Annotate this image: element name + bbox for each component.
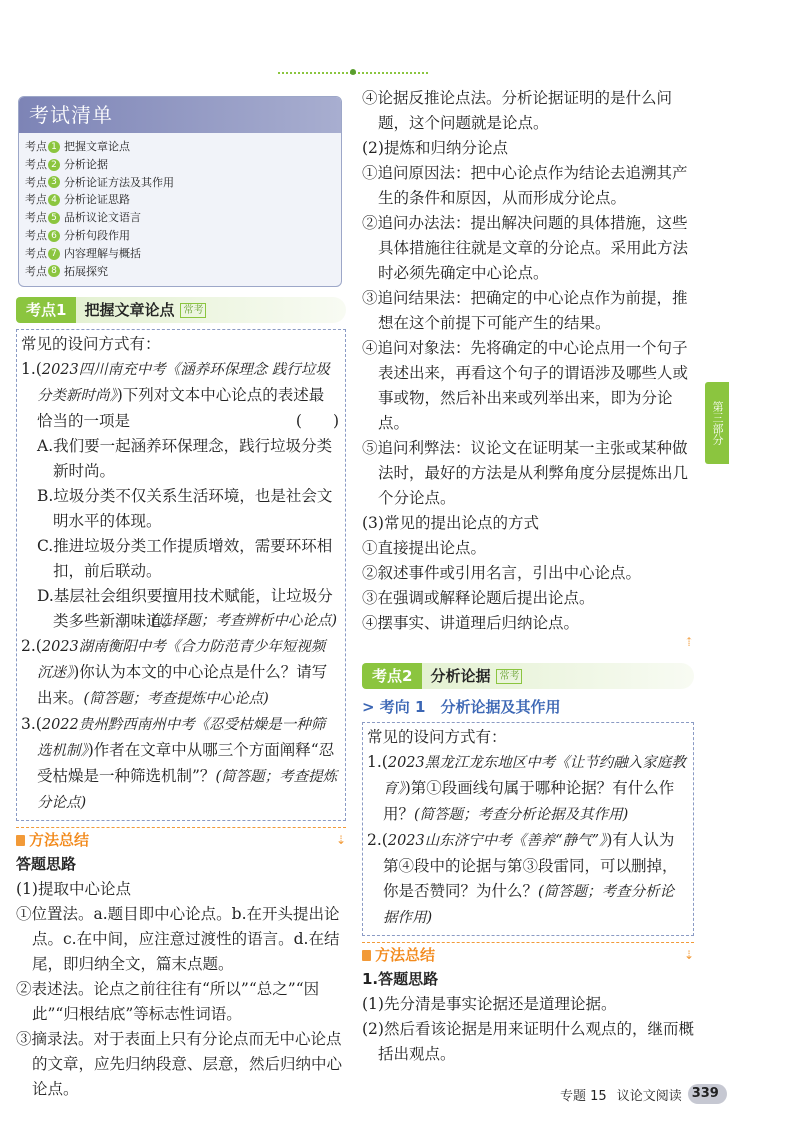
left-column [16,96,346,1102]
exam-item-prefix: 考点 [25,264,47,278]
method1-item2: ④追问对象法：先将确定的中心论点用一个句子表述出来，再看这个句子的谓语涉及哪些人或事或物，然后补出来或列举出来，即为分论点。 [362,339,689,432]
q2-source: 2023山东济宁中考《善养“静气”》 [387,833,607,849]
exam-item-number: 2 [48,159,60,171]
top-divider [278,72,428,80]
method1-item3: ①直接提出论点。 [362,539,487,557]
divider-dot [350,69,356,75]
exam-list [19,133,341,286]
exam-item-prefix: 考点 [25,157,47,171]
q1-num: 1.( [21,360,42,379]
method1-item3: ③在强调或解释论题后提出论点。 [362,589,595,607]
part-side-tab: 第三部分 [705,382,729,464]
exam-item-prefix: 考点 [25,228,47,242]
method1-header [16,827,346,852]
method2-heading: 1.答题思路 [362,970,439,988]
question-2 [21,634,339,712]
section1-title-text: 把握文章论点 [84,301,175,320]
method1-label: 方法总结 [29,830,90,849]
exam-item-label: 分析论证思路 [64,193,130,207]
method-icon [362,950,371,961]
method1-item: ④论据反推论点法。分析论据证明的是什么问题，这个问题就是论点。 [362,89,673,132]
q1-stem: )第①段画线句属于哪种论据？有什么作用？ [383,779,675,823]
exam-item-label: 把握文章论点 [64,140,130,153]
q2-source: 2023湖南衡阳中考《合力防范青少年短视频沉迷》 [37,639,326,682]
section1-banner [16,297,346,323]
method1-items3 [362,536,694,636]
question-2 [367,828,687,931]
method1-item2: ③追问结果法：把确定的中心论点作为前提，推想在这个前提下可能产生的结果。 [362,289,688,332]
exam-item-prefix: 考点 [25,193,47,207]
q2-num: 2.( [367,831,388,849]
page-footer [560,1082,727,1106]
exam-item-prefix: 考点 [25,246,47,260]
frequency-badge: 常考 [496,669,522,684]
exam-list-item [25,174,335,192]
exam-item-label: 分析论据 [64,157,108,171]
q2-stem: )有人认为第④段中的论据与第③段雷同，可以删掉，你是否赞同？为什么？ [383,831,678,900]
method1-sub3: (3)常见的提出论点的方式 [362,514,539,532]
question-1 [21,357,339,434]
method1-item3: ②叙述事件或引用名言，引出中心论点。 [362,564,642,582]
method1-item2: ⑤追问利弊法：议论文在证明某一主张或某种做法时，最好的方法是从利弊角度分层提炼出几个分论点。 [362,439,689,507]
method1-item: ③摘录法。对于表面上只有分论点而无中心论点的文章，应先归纳段意、层意，然后归纳中心论点。 [16,1030,343,1099]
exam-list-item [25,245,335,263]
chevron-up-icon: ⇡ [683,635,694,649]
section1-title [76,297,346,323]
exam-item-number: 4 [48,194,60,206]
q2-stem: )你认为本文的中心论点是什么？请写出来。 [37,663,328,708]
method-icon [16,835,25,846]
section2-tag: 考点2 [362,663,422,689]
section2-questions [362,722,694,936]
q1-source: 2023四川南充中考《涵养环保理念 践行垃圾分类新时尚》 [37,362,330,405]
method2-item: (1)先分清是事实论据还是道理论据。 [362,995,617,1013]
q1-num: 1.( [367,753,388,771]
exam-list-box [18,96,342,287]
q1-source: 2023黑龙江龙东地区中考《让节约融入家庭教育》 [383,755,686,797]
method1-items [16,902,346,1102]
right-column [362,86,694,1067]
method1-item2: ②追问办法法：提出解决问题的具体措施，这些具体措施往往就是文章的分论点。采用此方法时必须先确定中心论点。 [362,214,689,282]
question-3 [21,712,339,816]
direction-heading: > 考向 1 分析论据及其作用 [362,698,561,716]
option-c: C.推进垃圾分类工作提质增效，需要环环相扣，前后联动。 [37,537,333,581]
chevron-down-icon: ⇣ [335,832,346,847]
method1-sub1: (1)提取中心论点 [16,880,131,899]
method1-sub2: (2)提炼和归纳分论点 [362,139,508,157]
section1-tag: 考点1 [16,297,76,323]
method1-item: ①位置法。a.题目即中心论点。b.在开头提出论点。c.在中间，应注意过渡性的语言。d.在结尾，即归纳全文，篇末点题。 [16,905,340,974]
chevron-down-icon: ⇣ [683,947,694,962]
method1-heading: 答题思路 [16,855,77,874]
exam-item-number: 3 [48,176,60,188]
section2-title [422,663,694,689]
q1-answer-paren: ( ) [295,412,339,431]
section1-questions [16,329,346,821]
exam-item-label: 拓展探究 [64,264,108,278]
page-number: 339 [688,1084,727,1104]
exam-list-item [25,227,335,245]
q1-note: (选择题；考查辨析中心论点) [151,613,337,630]
question-1 [367,750,687,828]
option-b: B.垃圾分类不仅关系生活环境，也是社会文明水平的体现。 [37,487,333,531]
exam-list-item [25,209,335,227]
method1-item3: ④摆事实、讲道理后归纳论点。 [362,614,580,632]
exam-item-label: 内容理解与概括 [64,246,141,260]
option-a: A.我们要一起涵养环保理念，践行垃圾分类新时尚。 [37,437,333,481]
method2-label: 方法总结 [375,945,436,964]
method1-items2 [362,161,694,511]
exam-list-item [25,263,335,281]
frequency-badge: 常考 [180,303,206,318]
exam-item-prefix: 考点 [25,140,47,153]
exam-item-number: 6 [48,230,60,242]
exam-list-item [25,138,335,156]
q3-note: (简答题；考查提炼分论点) [37,769,338,812]
method2-item: (2)然后看该论据是用来证明什么观点的，继而概括出观点。 [362,1020,694,1063]
method1-item2: ①追问原因法：把中心论点作为结论去追溯其产生的条件和原因，从而形成分论点。 [362,164,688,207]
exam-item-label: 分析论证方法及其作用 [64,175,174,189]
q1-stem: )下列对文本中心论点的表述最恰当的一项是 [37,386,325,431]
q3-num: 3.( [21,715,42,734]
footer-topic: 专题 15 [560,1088,607,1104]
exam-item-prefix: 考点 [25,211,47,225]
exam-list-item [25,156,335,174]
exam-item-label: 品析议论文语言 [64,211,141,225]
exam-item-number: 8 [48,265,60,277]
questions-intro: 常见的设问方式有： [367,728,507,746]
q2-num: 2.( [21,637,42,656]
q3-source: 2022贵州黔西南州中考《忍受枯燥是一种筛选机制》 [37,717,326,760]
exam-list-title: 考试清单 [19,97,341,133]
footer-subject: 议论文阅读 [616,1088,682,1104]
q1-options [21,434,339,634]
exam-item-number: 1 [48,141,60,153]
q1-note: (简答题；考查分析论据及其作用) [414,807,629,823]
q3-stem: )作者在文章中从哪三个方面阐释“忍受枯燥是一种筛选机制”？ [37,741,335,786]
q2-note: (简答题；考查提炼中心论点) [83,691,269,708]
exam-item-number: 7 [48,248,60,260]
method1-item: ②表述法。论点之前往往有“所以”“总之”“因此”“归根结底”等标志性词语。 [16,980,320,1024]
section2-banner [362,663,694,689]
exam-item-prefix: 考点 [25,175,47,189]
method1-items-continued [362,86,694,136]
questions-intro: 常见的设问方式有： [21,335,161,354]
exam-item-number: 5 [48,212,60,224]
method2-header [362,942,694,967]
exam-list-item [25,191,335,209]
exam-item-label: 分析句段作用 [64,228,130,242]
section2-title-text: 分析论据 [430,667,491,685]
option-d: D.基层社会组织要擅用技术赋能，让垃圾分类多些新潮味道。 [37,587,333,631]
method2-items [362,992,694,1067]
q2-note: (简答题；考查分析论据作用) [383,884,675,926]
